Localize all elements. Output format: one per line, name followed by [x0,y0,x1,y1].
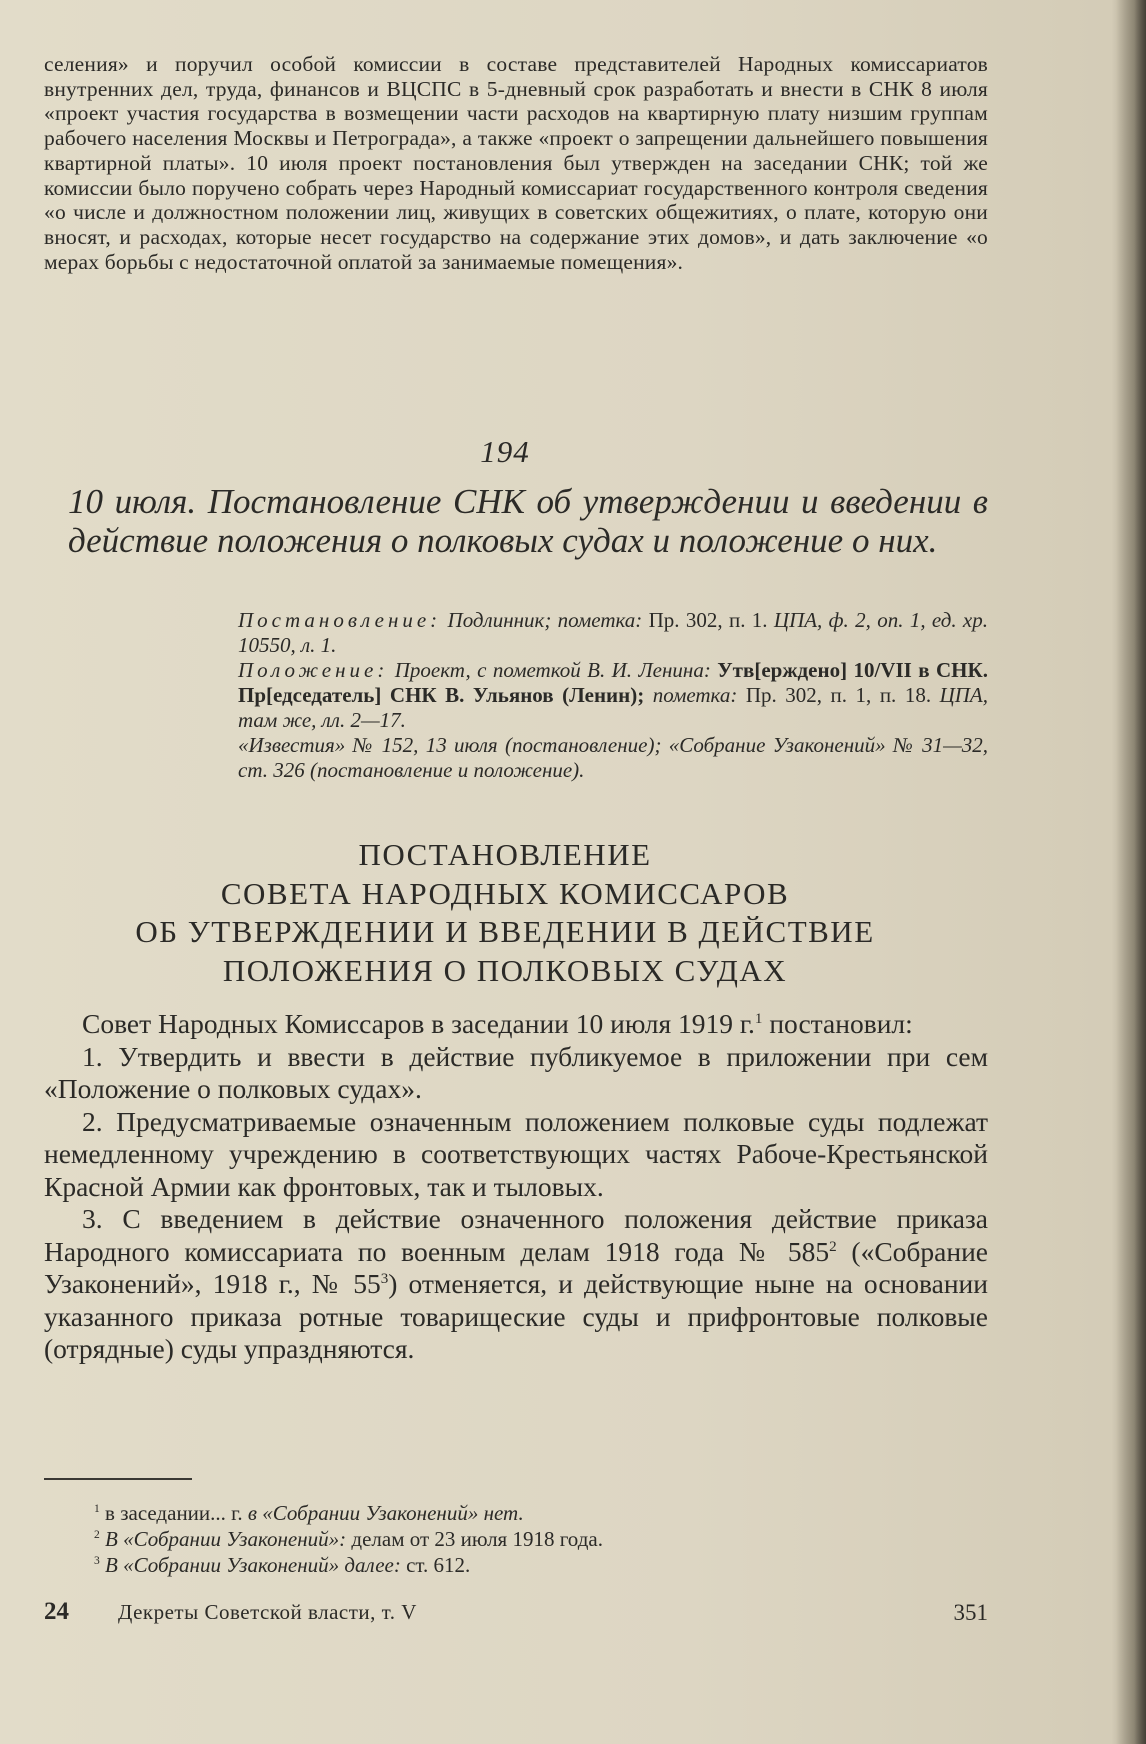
page-number: 351 [953,1600,988,1625]
heading-line-4: ПОЛОЖЕНИЯ О ПОЛКОВЫХ СУДАХ [222,952,788,988]
footnote-divider [44,1478,192,1480]
footnote-2: $^2$ В «Собрании Узаконений»: делам от 23 июля 1918 года. [94,1527,603,1551]
book-title: Декреты Советской власти, т. V [118,1600,417,1624]
heading-line-1: ПОСТАНОВЛЕНИЕ [358,837,652,872]
document-number: 194 [480,434,530,469]
footnote-ref-3[interactable]: 3 [380,1270,389,1287]
footnote-ref-1[interactable]: 1 [754,1010,763,1027]
source-references [238,608,988,783]
preceding-note-text: селения» и поручил особой комиссии в составе представителей Народных комиссариатов внутренних дел, труда, финансов и ВЦСПС в 5-дневный срок разработать и внести в СНК 8 июля «проект участия государства в возмещении части расходов на квартирную плату низшим группам рабочего населения Москвы и Петрограда», а также «проект о запрещении дальнейшего повышения квартирной платы». 10 июля проект постановления был утвержден на заседании СНК; той же комиссии было поручено собрать через Народный комиссариат государственного контроля сведения «о числе и должностном положении лиц, живущих в советских общежитиях, о плате, которую они вносят, и расходах, которые несет государство на содержание этих домов», и дать заключение «о мерах борьбы с недостаточной оплатой за занимаемые помещения». [44,52,988,274]
signature-mark: 24 [44,1598,69,1625]
footnotes [94,1500,988,1578]
decree-point-2: 2. Предусматриваемые означенным положением полковые суды подлежат немедленному учреждению в соответствующих частях Рабоче-Крестьянской Красной Армии как фронтовых, так и тыловых. [44,1105,988,1202]
footnote-ref-2[interactable]: 2 [829,1238,837,1255]
source-publications: «Известия» № 152, 13 июля (постановление); «Собрание Узаконений» № 31—32, ст. 326 (постановление и положение). [238,733,988,782]
decree-body [44,1008,988,1366]
preceding-note [44,52,988,274]
footnote-3: $^3$ В «Собрании Узаконений» далее: ст. 612. [94,1553,471,1577]
decree-point-3: 3. С введением в действие означенного положения действие приказа Народного комиссариата по военным делам 1918 года № $585^2$ («Собрание Узаконений», 1918 г., № $55^3$) отменяется, и действующие ныне на основании указанного приказа ротные товарищеские суды и прифронтовые полковые (отрядные) суды упраздняются. [44,1203,988,1364]
decree-heading [0,836,1010,990]
decree-point-1: 1. Утвердить и ввести в действие публикуемое в приложении при сем «Положение о полковых судах». [44,1040,988,1104]
document-title: 10 июля. Постановление СНК об утверждении и введении в действие положения о полковых судах и положение о них. [68,482,988,560]
page-edge-shadow [1116,0,1146,1744]
heading-line-3: ОБ УТВЕРЖДЕНИИ И ВВЕДЕНИИ В ДЕЙСТВИЕ [135,914,875,949]
heading-line-2: СОВЕТА НАРОДНЫХ КОМИССАРОВ [220,875,790,911]
footnote-1: $^1$ в заседании... г. в «Собрании Узаконений» нет. [94,1501,524,1525]
source-decree: Постановление: Подлинник; пометка: Пр. 302, п. 1. ЦПА, ф. 2, оп. 1, ед. хр. 10550, л. 1. [238,608,988,657]
page-footer [44,1600,988,1630]
decree-preamble: Совет Народных Комиссаров в заседании 10 июля 1919 г.$^1$ постановил: [82,1008,913,1039]
source-regulation: Положение: Проект, с пометкой В. И. Ленина: Утв[ерждено] 10/VII в СНК. Пр[едседатель] СНК В. Ульянов (Ленин); пометка: Пр. 302, п. 1, п. 18. ЦПА, там же, лл. 2—17. [238,658,988,732]
